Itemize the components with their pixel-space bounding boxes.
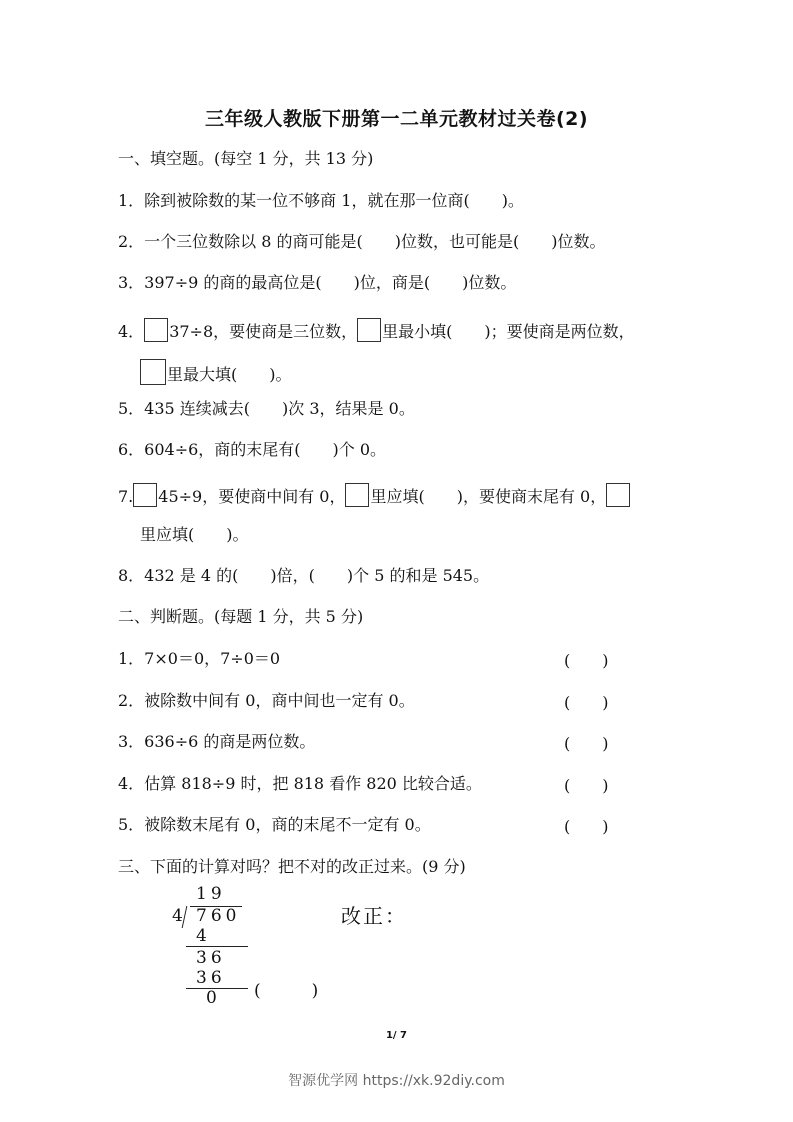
judge-answer-paren[interactable]: ( ) (564, 776, 609, 795)
section2-heading: 二、判断题。(每题 1 分，共 5 分) (118, 607, 364, 626)
q7-text-2: 里应填( )，要使商末尾有 0， (370, 487, 607, 506)
fill-question-4-cont (140, 359, 292, 386)
answer-box[interactable] (345, 483, 369, 507)
division-line (186, 946, 248, 947)
correction-label: 改正： (341, 904, 407, 928)
answer-box[interactable] (357, 318, 381, 342)
judge-question-4: 4．估算 818÷9 时，把 818 看作 820 比较合适。 (118, 774, 482, 793)
fill-question-4 (118, 318, 635, 343)
judge-answer-paren[interactable]: ( ) (564, 817, 609, 836)
answer-box[interactable] (140, 359, 166, 385)
q4-text-3: 里最大填( )。 (167, 365, 292, 384)
long-division (170, 884, 330, 1014)
fill-question-3: 3．397÷9 的商的最高位是( )位，商是( )位数。 (118, 273, 517, 292)
fill-question-7 (118, 483, 631, 508)
answer-box[interactable] (133, 483, 157, 507)
q4-number: 4． (118, 322, 145, 341)
division-step-1: 4 (196, 926, 211, 946)
fill-question-2: 2．一个三位数除以 8 的商可能是( )位数，也可能是( )位数。 (118, 232, 606, 251)
q4-text-2: 里最小填( )；要使商是两位数， (382, 322, 635, 341)
fill-question-1: 1．除到被除数的某一位不够商 1，就在那一位商( )。 (118, 191, 524, 210)
fill-question-5: 5．435 连续减去( )次 3，结果是 0。 (118, 399, 415, 418)
q4-text-1: 37÷8，要使商是三位数， (169, 322, 358, 341)
section3-heading: 三、下面的计算对吗？把不对的改正过来。(9 分) (118, 857, 466, 876)
section1-heading: 一、填空题。(每空 1 分，共 13 分) (118, 149, 374, 168)
division-remainder: 0 (206, 988, 221, 1008)
judge-question-5: 5．被除数末尾有 0，商的末尾不一定有 0。 (118, 815, 431, 834)
site-footer: 智源优学网 https://xk.92diy.com (288, 1073, 505, 1089)
judge-question-2: 2．被除数中间有 0，商中间也一定有 0。 (118, 691, 415, 710)
judge-answer-paren[interactable]: ( ) (564, 734, 609, 753)
answer-box[interactable] (144, 318, 168, 342)
division-answer-paren[interactable]: ( ) (254, 981, 319, 1001)
division-step-3: 36 (196, 968, 226, 988)
fill-question-8: 8．432 是 4 的( )倍，( )个 5 的和是 545。 (118, 566, 490, 585)
page-title: 三年级人教版下册第一二单元教材过关卷(2) (204, 108, 589, 130)
fill-question-7-cont: 里应填( )。 (140, 525, 249, 544)
judge-answer-paren[interactable]: ( ) (564, 651, 609, 670)
q7-text-1: 45÷9，要使商中间有 0， (158, 487, 346, 506)
page-number: 1/ 7 (385, 1030, 408, 1041)
judge-answer-paren[interactable]: ( ) (564, 693, 609, 712)
judge-question-3: 3．636÷6 的商是两位数。 (118, 732, 316, 751)
answer-box[interactable] (606, 483, 630, 507)
division-quotient: 19 (196, 884, 226, 904)
division-divisor: 4 (172, 906, 187, 926)
fill-question-6: 6．604÷6，商的末尾有( )个 0。 (118, 440, 387, 459)
judge-question-1: 1．7×0＝0，7÷0＝0 (118, 649, 281, 668)
q7-number: 7. (118, 487, 134, 506)
division-dividend: 760 (196, 906, 241, 926)
division-step-2: 36 (196, 948, 226, 968)
